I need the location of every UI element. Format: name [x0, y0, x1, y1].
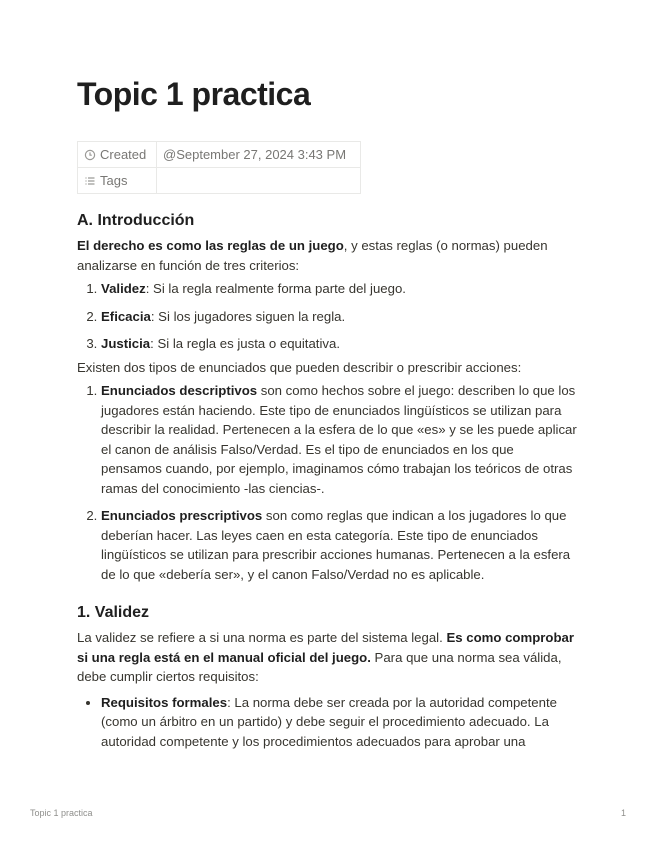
paragraph: El derecho es como las reglas de un juego, y estas reglas (o normas) pueden analizarse en función de tres criterios: — [77, 238, 548, 273]
property-key: Created — [78, 142, 157, 168]
clock-icon — [84, 149, 96, 161]
list-item: 2. Eficacia: Si los jugadores siguen la regla. — [101, 307, 577, 327]
section-heading-validez: 1. Validez — [77, 604, 150, 621]
list-item: 1. Enunciados descriptivos son como hechos sobre el juego: describen lo que los jugadores están haciendo. Este tipo de enunciados lingüísticos se utilizan para describir la realidad. Pertenecen a la esfera de lo que «es» y se les puede aplicar el canon de análisis Falso/Verdad. Es el tipo de enunciados en los que pensamos cuando, por ejemplo, imaginamos cómo trabajan los teóricos de otras ramas del conocimiento -las ciencias-. — [101, 381, 577, 498]
page-title: Topic 1 practica — [77, 76, 311, 112]
section-heading-intro: A. Introducción — [77, 212, 195, 229]
requirements-list — [77, 693, 577, 752]
paragraph: Existen dos tipos de enunciados que pueden describir o prescribir acciones: — [77, 359, 522, 375]
footer-title: Topic 1 practica — [30, 808, 93, 818]
criteria-list — [77, 279, 577, 354]
document-body — [77, 210, 577, 751]
property-row-created — [78, 142, 361, 168]
property-value — [157, 168, 361, 194]
properties-table — [77, 141, 361, 194]
list-item: 1. Validez: Si la regla realmente forma parte del juego. — [101, 279, 577, 299]
list-item: • Requisitos formales: La norma debe ser creada por la autoridad competente (como un árbitro en un partido) y debe seguir el procedimiento adecuado. La autoridad competente y los procedimientos adecuados para aprobar una — [101, 693, 577, 752]
property-row-tags — [78, 168, 361, 194]
property-value: @September 27, 2024 3:43 PM — [157, 142, 361, 168]
statement-types-list — [77, 381, 577, 584]
list-icon — [84, 175, 96, 187]
list-item: 2. Enunciados prescriptivos son como reglas que indican a los jugadores lo que deberían hacer. Las leyes caen en esta categoría. Este tipo de enunciados lingüísticos se utilizan para prescribir acciones humanas. Pertenecen a la esfera de lo que «debería ser», y el canon Falso/Verdad no es aplicable. — [101, 506, 577, 584]
paragraph: La validez se refiere a si una norma es parte del sistema legal. Es como comprobar si una regla está en el manual oficial del juego. Para que una norma sea válida, debe cumplir ciertos requisitos: — [77, 630, 574, 684]
page-number: 1 — [620, 808, 626, 818]
property-key: Tags — [78, 168, 157, 194]
list-item: 3. Justicia: Si la regla es justa o equitativa. — [101, 334, 577, 354]
